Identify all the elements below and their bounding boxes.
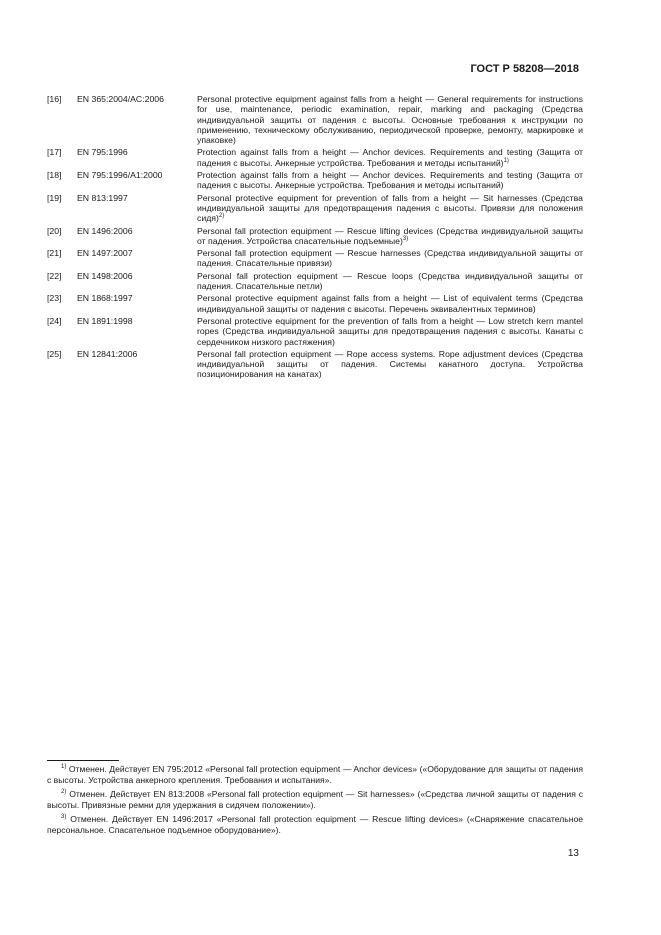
reference-number: [17] [47,147,62,158]
footnote-ref: 3) [402,235,409,242]
footnote-ref: 1) [503,157,509,164]
footnote: $^{1)}$ Отменен. Действует EN 795:2012 «Personal fall protection equipment — Anchor devices» («Оборудование для защиты от падения с высоты. Устройства анкерного крепления. Требования и испытания». [47,764,583,785]
reference-description: Personal protective equipment against falls from a height — List of equivalent terms (Средства индивидуальной защиты от падения с высоты. Перечень эквивалентных терминов) [197,293,583,314]
bibliography-table [47,94,583,382]
reference-code: EN 795:1996/A1:2000 [77,170,163,181]
reference-description: Personal fall protection equipment — Rescue lifting devices (Средства индивидуальной защиты от падения. Устройства спасательные подъемные)$^{3)}$ [197,225,583,246]
reference-code: EN 795:1996 [77,147,128,158]
reference-row [47,293,583,316]
reference-code: EN 1497:2007 [77,248,133,259]
reference-description: Personal protective equipment against falls from a height — General requirements for instructions for use, maintenance, periodic examination, repair, marking and packaging (Средства индивидуальной защиты от падения с высоты. Основные требования к инструкции по применению, техническому обслуживанию, периодической проверке, ремонту, маркировке и упаковке) [197,94,583,146]
document-id-header: ГОСТ Р 58208—2018 [470,63,579,75]
reference-number: [25] [47,348,62,359]
footnote-ref: 2) [218,213,225,220]
reference-number: [22] [47,270,62,281]
reference-number: [20] [47,225,62,236]
reference-code: EN 1891:1998 [77,315,133,326]
reference-code: EN 1498:2006 [77,270,133,281]
reference-row [47,94,583,147]
reference-code: EN 12841:2006 [77,348,138,359]
footnotes-section [47,764,583,840]
reference-row [47,271,583,294]
reference-row [47,349,583,382]
reference-description: Protection against falls from a height — Anchor devices. Requirements and testing (Защита от падения с высоты. Анкерные устройства. Требования и методы испытаний)$^{1)}$ [197,147,583,168]
footnote-divider [47,760,119,761]
reference-row [47,248,583,271]
reference-code: EN 365:2004/AC:2006 [77,94,164,104]
footnote: $^{2)}$ Отменен. Действует EN 813:2008 «Personal fall protection equipment — Sit harnesses» («Средства личной защиты от падения с высоты. Привязные ремни для удержания в сидячем положении»). [47,789,583,810]
footnote-mark: 1) [61,764,67,771]
reference-number: [19] [47,192,62,203]
reference-code: EN 813:1997 [77,192,128,203]
reference-description: Personal fall protection equipment — Rope access systems. Rope adjustment devices (Средства индивидуальной защиты от падения. Системы канатного доступа. Устройства позиционирования на канатах) [197,348,583,380]
reference-description: Personal fall protection equipment — Rescue harnesses (Средства индивидуальной защиты от падения. Спасательные привязи) [197,248,583,269]
reference-description: Personal fall protection equipment — Rescue loops (Средства индивидуальной защиты от падения. Спасательные петли) [197,270,583,292]
reference-description: Personal protective equipment for prevention of falls from a height — Sit harnesses (Средства индивидуальной защиты для предотвращения падения с высоты. Привязи для положения сидя)$^{2)}$ [197,192,583,224]
reference-description: Personal protective equipment for the prevention of falls from a height — Low stretch kern mantel ropes (Средства индивидуальной защиты для предотвращения падения с высоты. Канаты с сердечником низкого растяжения) [197,315,583,347]
reference-code: EN 1868:1997 [77,293,133,304]
reference-number: [16] [47,94,62,104]
reference-number: [24] [47,315,62,326]
reference-number: [21] [47,248,62,259]
reference-code: EN 1496:2006 [77,225,133,236]
footnote-mark: 2) [61,789,67,796]
reference-row [47,170,583,193]
footnote-mark: 3) [61,814,67,821]
reference-row [47,316,583,349]
reference-description: Protection against falls from a height — Anchor devices. Requirements and testing (Защита от падения с высоты. Анкерные устройства. Требования и методы испытаний) [197,170,583,191]
footnote: $^{3)}$ Отменен. Действует EN 1496:2017 «Personal fall protection equipment — Rescue lifting devices» («Снаряжение спасательное персональное. Спасательное подъемное оборудование»). [47,814,583,835]
reference-number: [18] [47,170,62,181]
reference-number: [23] [47,293,62,304]
reference-row [47,193,583,226]
reference-row [47,147,583,170]
reference-row [47,226,583,249]
page-number: 13 [567,848,579,859]
